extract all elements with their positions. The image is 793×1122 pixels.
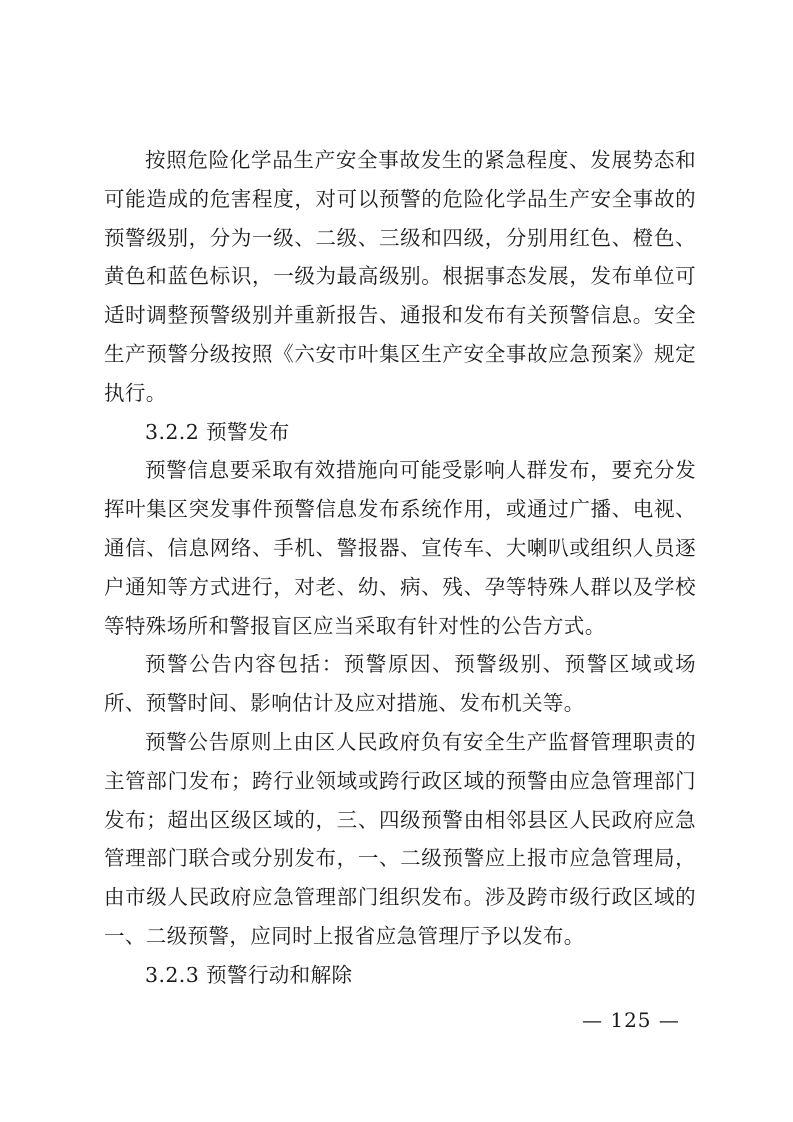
page-number: — 125 —: [582, 1008, 680, 1032]
document-body: [104, 141, 696, 995]
section-heading-warning-action: 3.2.3 预警行动和解除: [145, 962, 353, 987]
section-heading-warning-release: 3.2.2 预警发布: [145, 419, 290, 444]
paragraph-release-authority: 预警公告原则上由区人民政府负有安全生产监督管理职责的主管部门发布；跨行业领域或跨行政区域的预警由应急管理部门发布；超出区级区域的，三、四级预警由相邻县区人民政府应急管理部门联合或分别发布，一、二级预警应上报市应急管理局，由市级人民政府应急管理部门组织发布。涉及跨市级行政区域的一、二级预警，应同时上报省应急管理厅予以发布。: [104, 729, 696, 948]
paragraph-announcement-content: 预警公告内容包括：预警原因、预警级别、预警区域或场所、预警时间、影响估计及应对措施、发布机关等。: [104, 652, 696, 716]
paragraph-warning-levels: 按照危险化学品生产安全事故发生的紧急程度、发展势态和可能造成的危害程度，对可以预警的危险化学品生产安全事故的预警级别，分为一级、二级、三级和四级，分别用红色、橙色、黄色和蓝色标识，一级为最高级别。根据事态发展，发布单位可适时调整预警级别并重新报告、通报和发布有关预警信息。安全生产预警分级按照《六安市叶集区生产安全事故应急预案》规定执行。: [104, 148, 696, 405]
paragraph-release-channels: 预警信息要采取有效措施向可能受影响人群发布，要充分发挥叶集区突发事件预警信息发布系统作用，或通过广播、电视、通信、信息网络、手机、警报器、宣传车、大喇叭或组织人员逐户通知等方式进行，对老、幼、病、残、孕等特殊人群以及学校等特殊场所和警报盲区应当采取有针对性的公告方式。: [104, 458, 696, 638]
